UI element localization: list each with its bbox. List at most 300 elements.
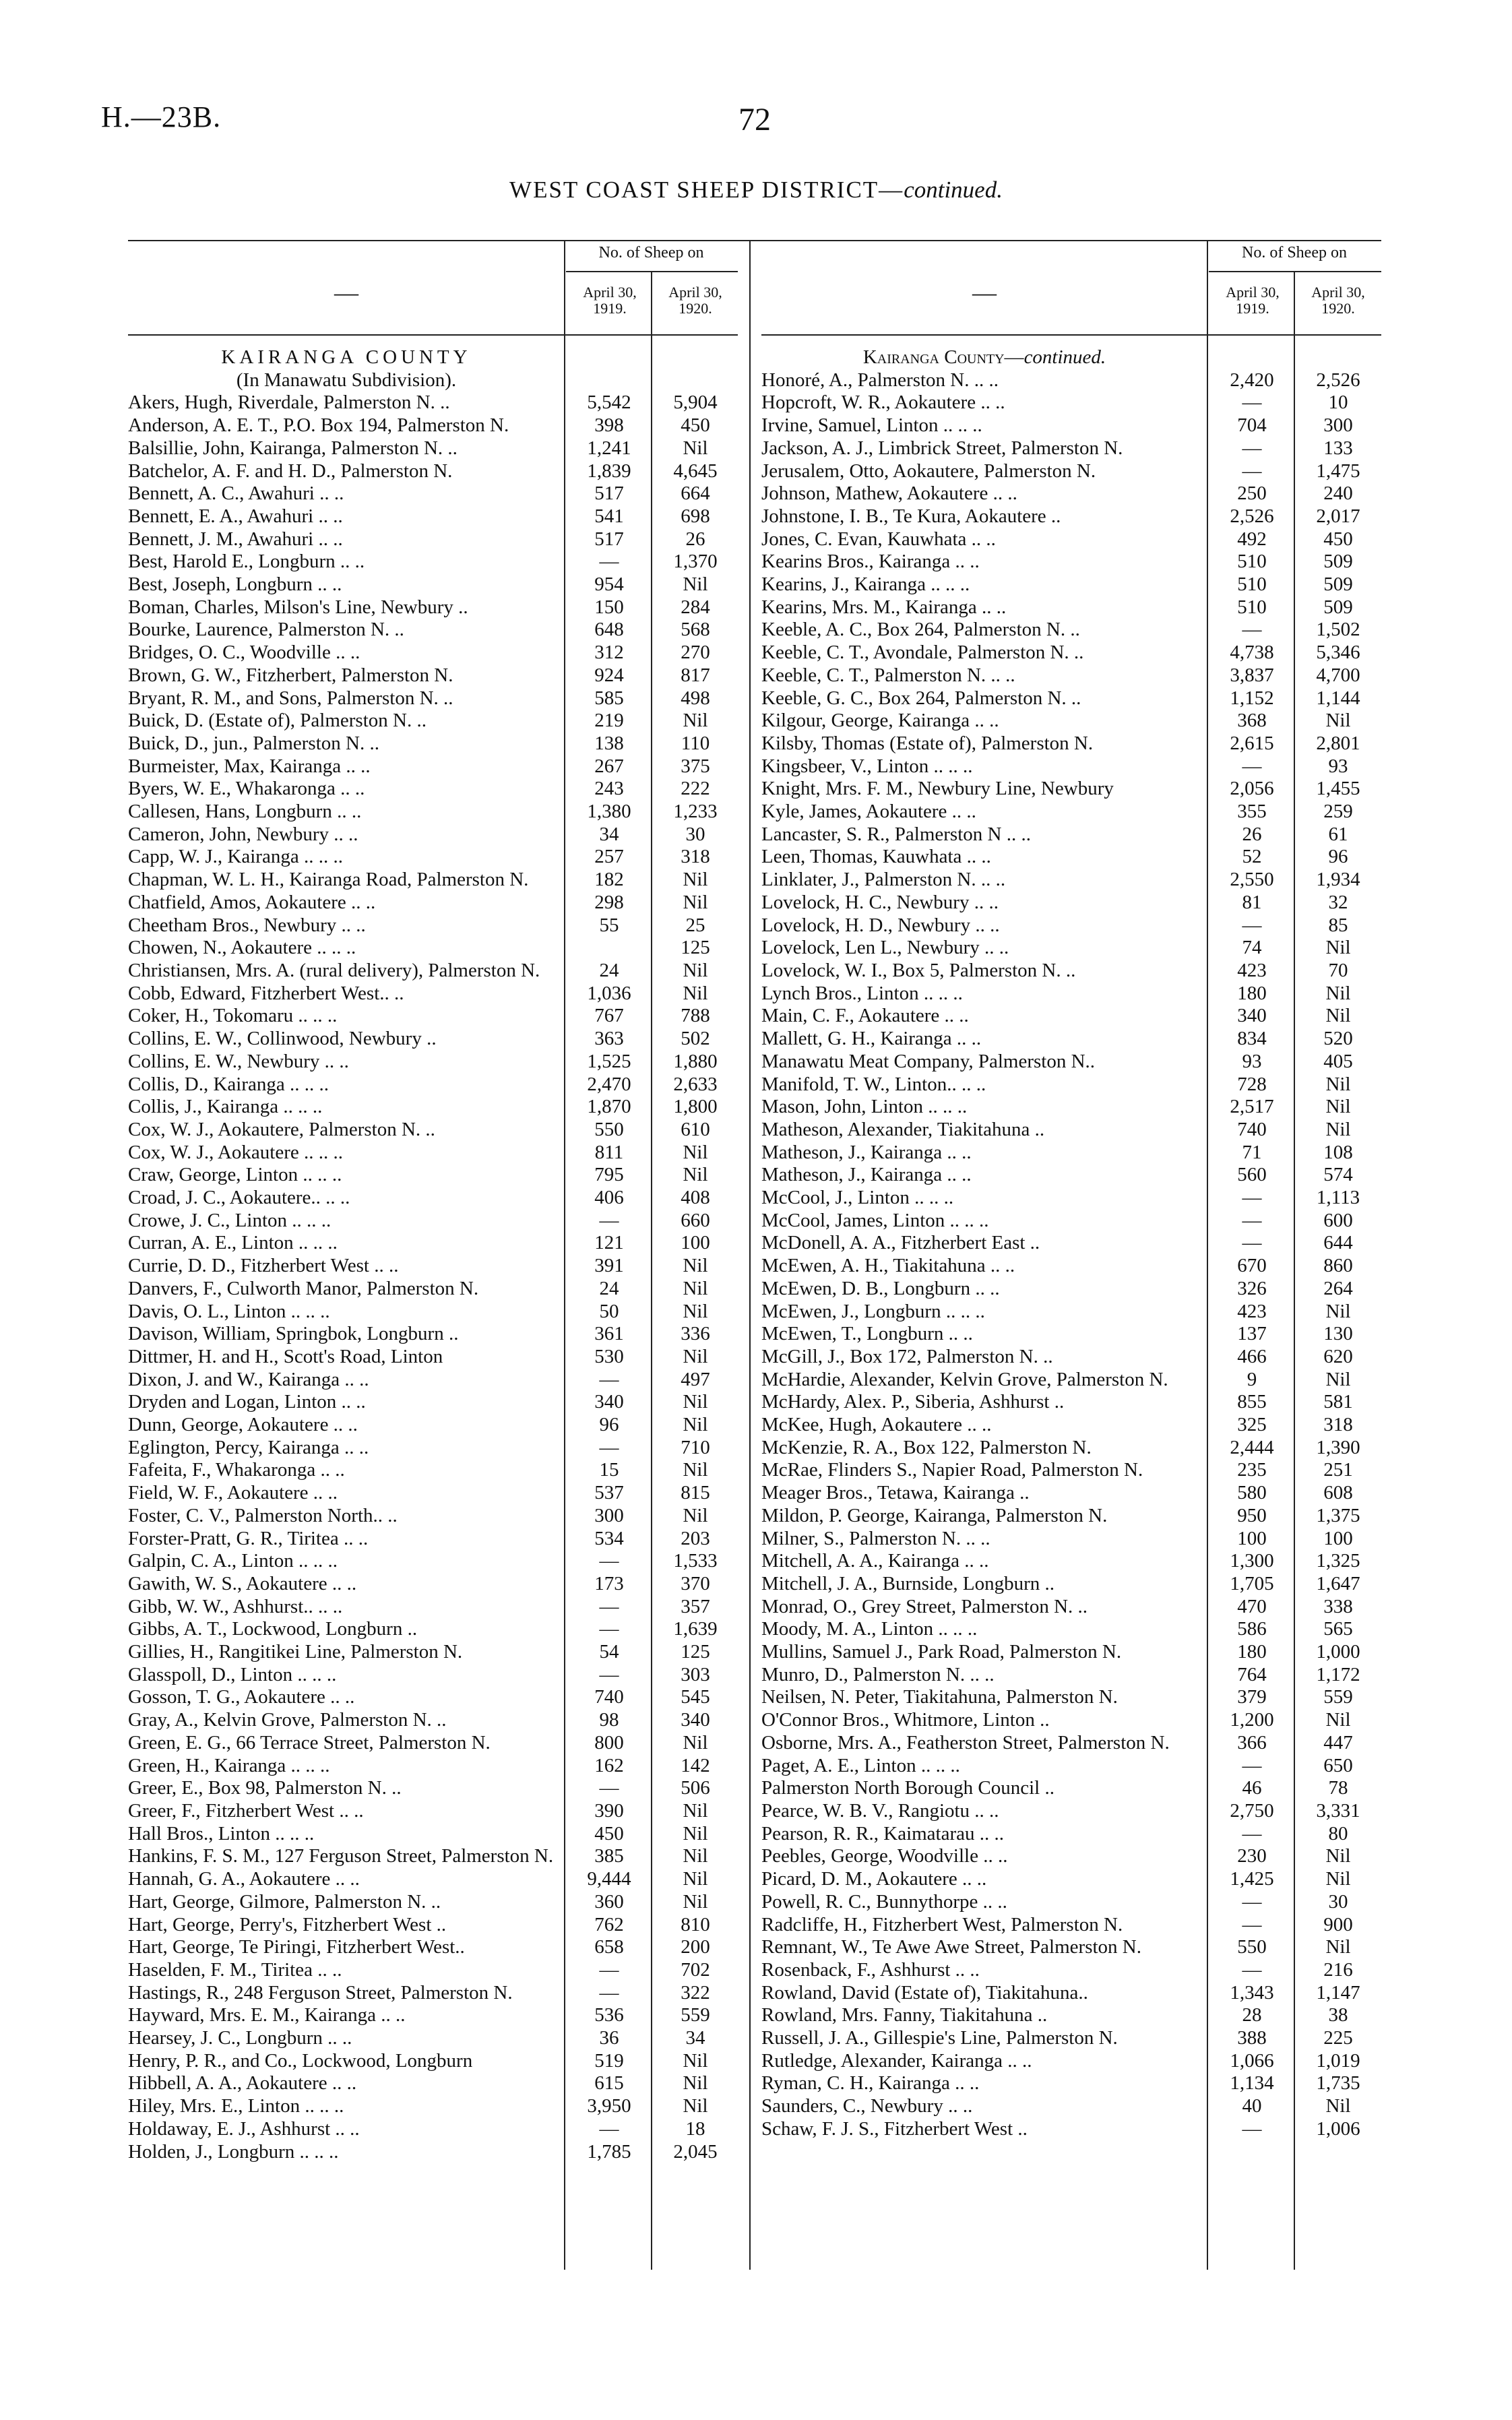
table-row	[128, 1437, 738, 1460]
sheep-count-1920: 303	[681, 1663, 710, 1685]
sheep-count-1920: 251	[1323, 1459, 1353, 1481]
sheep-count-1920: 664	[681, 483, 710, 505]
sheep-count-1920: 581	[1323, 1391, 1353, 1413]
owner-name: Greer, E., Box 98, Palmerston N. ..	[128, 1777, 402, 1799]
sheep-count-1920: 608	[1323, 1482, 1353, 1504]
table-row	[761, 1414, 1381, 1437]
sheep-count-1919: 740	[594, 1686, 624, 1708]
sheep-count-1919: 510	[1237, 551, 1267, 573]
sheep-count-1919: 340	[594, 1391, 624, 1413]
sheep-count-1920: Nil	[683, 1731, 708, 1754]
sheep-count-1920: 1,147	[1316, 1981, 1360, 2004]
sheep-count-1919: 219	[594, 710, 624, 732]
sheep-count-1919: 24	[599, 1277, 619, 1299]
sheep-count-1919: 615	[594, 2072, 624, 2095]
owner-name: Eglington, Percy, Kairanga .. ..	[128, 1436, 369, 1458]
sheep-count-1919: 138	[594, 732, 624, 754]
sheep-count-1919: 1,705	[1230, 1572, 1274, 1594]
sheep-count-1920: 509	[1323, 551, 1353, 573]
county-heading-main: Kairanga County—	[862, 346, 1024, 368]
table-row	[761, 2072, 1381, 2095]
table-row	[128, 664, 738, 687]
sheep-count-1919: 388	[1237, 2027, 1267, 2049]
sheep-count-1920: Nil	[683, 891, 708, 913]
sheep-count-1919: —	[599, 1550, 619, 1572]
sheep-count-1920: Nil	[683, 1255, 708, 1277]
sheep-count-1919: 9	[1247, 1368, 1257, 1390]
table-row	[761, 528, 1381, 551]
owner-name: Knight, Mrs. F. M., Newbury Line, Newbury	[761, 778, 1114, 800]
sheep-count-1920: Nil	[683, 1300, 708, 1322]
sheep-count-1920: Nil	[1325, 1300, 1351, 1322]
table-row	[761, 2095, 1381, 2118]
sheep-count-1920: 375	[681, 755, 710, 777]
owner-name: Chowen, N., Aokautere .. .. ..	[128, 937, 356, 959]
sheep-count-1919: 398	[594, 414, 624, 437]
owner-name: Anderson, A. E. T., P.O. Box 194, Palmerston N.	[128, 414, 509, 437]
sheep-count-1919: 81	[1242, 891, 1262, 913]
table-row	[128, 1369, 738, 1392]
owner-name: Gray, A., Kelvin Grove, Palmerston N. ..	[128, 1709, 447, 1731]
table-row	[128, 2027, 738, 2050]
sheep-count-1920: Nil	[683, 1345, 708, 1367]
owner-name: Bridges, O. C., Woodville .. ..	[128, 642, 360, 664]
owner-name: Gibb, W. W., Ashhurst.. .. ..	[128, 1595, 343, 1617]
owner-name: Kilgour, George, Kairanga .. ..	[761, 710, 999, 732]
table-row	[128, 1391, 738, 1414]
sheep-count-1920: 2,526	[1316, 369, 1360, 391]
sheep-count-1919: 55	[599, 914, 619, 936]
owner-name: Rosenback, F., Ashhurst .. ..	[761, 1958, 980, 1981]
year-1919-year: 1919.	[1236, 300, 1269, 317]
table-row	[128, 2141, 738, 2164]
sheep-count-1919: 98	[599, 1709, 619, 1731]
sheep-count-1919: 360	[594, 1890, 624, 1913]
sheep-count-1919: 855	[1237, 1391, 1267, 1413]
sheep-count-1920: Nil	[683, 710, 708, 732]
table-row	[128, 983, 738, 1005]
sheep-count-1919: 510	[1237, 573, 1267, 596]
sheep-count-1919: 366	[1237, 1731, 1267, 1754]
sheep-count-1920: 270	[681, 642, 710, 664]
sheep-count-1919: 26	[1242, 823, 1262, 845]
sheep-count-1919: 93	[1242, 1050, 1262, 1072]
table-row	[761, 778, 1381, 801]
sheep-count-1919: 1,200	[1230, 1709, 1274, 1731]
owner-name: Boman, Charles, Milson's Line, Newbury ..	[128, 596, 468, 618]
sheep-count-1920: Nil	[683, 2072, 708, 2095]
table-row	[128, 1732, 738, 1755]
sheep-count-1920: 34	[685, 2027, 705, 2049]
sheep-count-1919: —	[599, 2117, 619, 2140]
table-row	[128, 1823, 738, 1846]
sheep-count-1919: 1,380	[587, 801, 631, 823]
sheep-count-1920: 370	[681, 1572, 710, 1594]
sheep-count-1919: 536	[594, 2004, 624, 2026]
table-row	[761, 1982, 1381, 2005]
owner-name: Batchelor, A. F. and H. D., Palmerston N.	[128, 460, 453, 482]
owner-name: Rowland, Mrs. Fanny, Tiakitahuna ..	[761, 2004, 1048, 2026]
owner-name: Davison, William, Springbok, Longburn ..	[128, 1323, 459, 1345]
sheep-count-1920: 18	[685, 2117, 705, 2140]
sheep-count-1920: 2,017	[1316, 505, 1360, 527]
owner-name: Hastings, R., 248 Ferguson Street, Palmerston N.	[128, 1981, 513, 2004]
owner-name: Cameron, John, Newbury .. ..	[128, 823, 358, 845]
owner-name: Dunn, George, Aokautere .. ..	[128, 1414, 358, 1436]
sheep-count-1919: 298	[594, 891, 624, 913]
sheep-count-1919: 1,241	[587, 437, 631, 459]
table-row	[761, 755, 1381, 778]
owner-name: Collis, D., Kairanga .. .. ..	[128, 1073, 329, 1095]
sheep-count-1919: —	[1242, 1187, 1262, 1209]
table-row	[128, 1232, 738, 1255]
table-row	[128, 619, 738, 642]
owner-name: Collins, E. W., Newbury .. ..	[128, 1050, 349, 1072]
table-row	[128, 1868, 738, 1891]
table-row	[761, 1187, 1381, 1210]
sheep-count-1919: 368	[1237, 710, 1267, 732]
sheep-count-1920: 815	[681, 1482, 710, 1504]
owner-name: Dixon, J. and W., Kairanga .. ..	[128, 1368, 369, 1390]
owner-name: Lovelock, Len L., Newbury .. ..	[761, 937, 1009, 959]
sheep-count-1919: 243	[594, 778, 624, 800]
owner-name: Mason, John, Linton .. .. ..	[761, 1096, 968, 1118]
owner-name: McCool, James, Linton .. .. ..	[761, 1209, 989, 1231]
sheep-count-1920: 1,370	[673, 551, 718, 573]
table-row	[761, 642, 1381, 664]
owner-name: Kyle, James, Aokautere .. ..	[761, 801, 976, 823]
right-rows	[761, 369, 1381, 2141]
sheep-count-1919: 550	[594, 1118, 624, 1140]
right-table-header	[761, 241, 1381, 334]
sheep-count-1920: Nil	[683, 2049, 708, 2072]
owner-name: McHardy, Alex. P., Siberia, Ashhurst ..	[761, 1391, 1065, 1413]
table-row	[128, 2004, 738, 2027]
owner-name: Bennett, A. C., Awahuri .. ..	[128, 483, 344, 505]
owner-name: Byers, W. E., Whakaronga .. ..	[128, 778, 365, 800]
sheep-count-1919: —	[599, 551, 619, 573]
table-row	[128, 914, 738, 937]
year-1919-header	[567, 284, 652, 317]
sheep-count-1920: 1,735	[1316, 2072, 1360, 2095]
owner-name: Rutledge, Alexander, Kairanga .. ..	[761, 2049, 1032, 2072]
owner-name: Peebles, George, Woodville .. ..	[761, 1845, 1008, 1867]
owner-name: Keeble, G. C., Box 264, Palmerston N. ..	[761, 687, 1081, 709]
sheep-count-1920: 1,144	[1316, 687, 1360, 709]
sheep-count-1919: 9,444	[587, 1868, 631, 1890]
table-row	[761, 937, 1381, 960]
sheep-count-1920: 502	[681, 1028, 710, 1050]
sheep-count-1919: 585	[594, 687, 624, 709]
sheep-count-1919: 137	[1237, 1323, 1267, 1345]
table-row	[761, 2027, 1381, 2050]
owner-name: Chapman, W. L. H., Kairanga Road, Palmerston N.	[128, 869, 529, 891]
table-row	[761, 687, 1381, 710]
sheep-count-group-header: No. of Sheep on	[598, 244, 704, 261]
table-row	[761, 1686, 1381, 1709]
owner-name: Monrad, O., Grey Street, Palmerston N. ..	[761, 1595, 1088, 1617]
sheep-count-1920: 85	[1328, 914, 1348, 936]
table-row	[761, 1164, 1381, 1187]
owner-name: Capp, W. J., Kairanga .. .. ..	[128, 846, 343, 868]
sheep-count-1919: —	[1242, 1890, 1262, 1913]
document-reference: H.—23B.	[101, 100, 222, 133]
year-1920-date: April 30,	[1311, 284, 1365, 301]
year-1919-date: April 30,	[583, 284, 637, 301]
sheep-count-1919: —	[1242, 755, 1262, 777]
table-row	[128, 2095, 738, 2118]
owner-name: Craw, George, Linton .. .. ..	[128, 1164, 342, 1186]
table-row	[128, 1686, 738, 1709]
sheep-count-1920: 100	[1323, 1527, 1353, 1549]
sheep-count-1919: 423	[1237, 1300, 1267, 1322]
sheep-count-1919: 379	[1237, 1686, 1267, 1708]
sheep-count-1920: 1,233	[673, 801, 718, 823]
owner-name: Burmeister, Max, Kairanga .. ..	[128, 755, 371, 777]
sheep-count-1919: 355	[1237, 801, 1267, 823]
sheep-count-1919: 1,066	[1230, 2049, 1274, 2072]
sheep-count-1920: 5,904	[673, 392, 718, 414]
sheep-count-1919: —	[1242, 392, 1262, 414]
table-row	[761, 414, 1381, 437]
sheep-count-1920: 1,375	[1316, 1504, 1360, 1526]
sheep-count-1920: 1,390	[1316, 1436, 1360, 1458]
sheep-count-1919: 24	[599, 959, 619, 981]
table-row	[128, 1028, 738, 1051]
table-row	[128, 1664, 738, 1687]
sheep-count-1920: 506	[681, 1777, 710, 1799]
owner-name: Pearce, W. B. V., Rangiotu .. ..	[761, 1800, 999, 1822]
sheep-count-1920: Nil	[1325, 1073, 1351, 1095]
table-row	[128, 483, 738, 505]
owner-name: Jackson, A. J., Limbrick Street, Palmerston N.	[761, 437, 1123, 459]
sheep-count-1920: 80	[1328, 1822, 1348, 1844]
sheep-count-1919: 162	[594, 1754, 624, 1776]
owner-name: Palmerston North Borough Council ..	[761, 1777, 1054, 1799]
table-row	[761, 1755, 1381, 1778]
table-row	[761, 1142, 1381, 1165]
owner-name: Moody, M. A., Linton .. .. ..	[761, 1618, 978, 1640]
owner-name: Mitchell, J. A., Burnside, Longburn ..	[761, 1572, 1054, 1594]
table-row	[128, 1459, 738, 1482]
owner-name: Collins, E. W., Collinwood, Newbury ..	[128, 1028, 437, 1050]
sheep-count-1920: 318	[681, 846, 710, 868]
table-row	[128, 437, 738, 460]
sheep-count-1919: 1,343	[1230, 1981, 1274, 2004]
sheep-count-1920: 259	[1323, 801, 1353, 823]
table-row	[128, 642, 738, 664]
sheep-count-1920: 450	[1323, 528, 1353, 550]
sheep-count-1920: 600	[1323, 1209, 1353, 1231]
sheep-count-1920: 620	[1323, 1345, 1353, 1367]
owner-name: Matheson, J., Kairanga .. ..	[761, 1164, 972, 1186]
table-row	[128, 2072, 738, 2095]
sheep-count-1919: 2,444	[1230, 1436, 1274, 1458]
owner-name: Croad, J. C., Aokautere.. .. ..	[128, 1187, 350, 1209]
sheep-count-1919: 2,517	[1230, 1096, 1274, 1118]
sheep-count-1919: 1,152	[1230, 687, 1274, 709]
center-divider	[749, 240, 751, 2270]
table-row	[761, 1505, 1381, 1528]
sheep-count-1919: —	[599, 1958, 619, 1981]
table-row	[128, 1414, 738, 1437]
sheep-count-1920: Nil	[683, 1800, 708, 1822]
owner-name: Lynch Bros., Linton .. .. ..	[761, 982, 963, 1004]
sheep-count-1920: Nil	[683, 1277, 708, 1299]
owner-name: Best, Harold E., Longburn .. ..	[128, 551, 365, 573]
sheep-count-1920: 565	[1323, 1618, 1353, 1640]
sheep-count-1919: 550	[1237, 1936, 1267, 1958]
sheep-count-1920: 125	[681, 937, 710, 959]
owner-name: Hall Bros., Linton .. .. ..	[128, 1822, 315, 1844]
owner-name: Curran, A. E., Linton .. .. ..	[128, 1232, 338, 1254]
owner-name: Meager Bros., Tetawa, Kairanga ..	[761, 1482, 1030, 1504]
sheep-count-1920: 108	[1323, 1141, 1353, 1163]
owner-name: McEwen, D. B., Longburn .. ..	[761, 1277, 1000, 1299]
sheep-count-1920: Nil	[1325, 710, 1351, 732]
owner-name: Crowe, J. C., Linton .. .. ..	[128, 1209, 332, 1231]
sheep-count-1920: Nil	[683, 1868, 708, 1890]
table-row	[761, 1891, 1381, 1914]
table-row	[128, 505, 738, 528]
sheep-count-1919: 834	[1237, 1028, 1267, 1050]
sheep-count-1919: 534	[594, 1527, 624, 1549]
sheep-count-1920: 650	[1323, 1754, 1353, 1776]
owner-name: Kearins, Mrs. M., Kairanga .. ..	[761, 596, 1007, 618]
sheep-count-1919: 340	[1237, 1005, 1267, 1027]
year-1919-year: 1919.	[593, 300, 627, 317]
sheep-count-1919: 390	[594, 1800, 624, 1822]
table-row	[128, 1936, 738, 1959]
sheep-count-1920: 284	[681, 596, 710, 618]
sheep-count-1920: 2,045	[673, 2140, 718, 2163]
sheep-count-1919: 34	[599, 823, 619, 845]
sheep-count-1920: 70	[1328, 959, 1348, 981]
table-row	[761, 1823, 1381, 1846]
owner-name: Ryman, C. H., Kairanga .. ..	[761, 2072, 980, 2095]
sheep-count-1919: 492	[1237, 528, 1267, 550]
table-row	[128, 2050, 738, 2073]
owner-name: Davis, O. L., Linton .. .. ..	[128, 1300, 330, 1322]
table-row	[128, 778, 738, 801]
owner-name: Manawatu Meat Company, Palmerston N..	[761, 1050, 1096, 1072]
table-row	[128, 1550, 738, 1573]
sheep-count-1919: 704	[1237, 414, 1267, 437]
owner-name: Powell, R. C., Bunnythorpe .. ..	[761, 1890, 1007, 1913]
sheep-count-1919: 517	[594, 528, 624, 550]
year-1919-date: April 30,	[1226, 284, 1280, 301]
table-row	[761, 1550, 1381, 1573]
owner-name: Gosson, T. G., Aokautere .. ..	[128, 1686, 355, 1708]
sheep-count-1919: 423	[1237, 959, 1267, 981]
sheep-count-1920: 1,006	[1316, 2117, 1360, 2140]
table-row	[761, 505, 1381, 528]
sheep-count-1919: 950	[1237, 1504, 1267, 1526]
sheep-count-1919: 5,542	[587, 392, 631, 414]
table-row	[761, 1732, 1381, 1755]
sheep-count-1920: 710	[681, 1436, 710, 1458]
owner-name: Gawith, W. S., Aokautere .. ..	[128, 1572, 357, 1594]
sheep-count-1920: 1,639	[673, 1618, 718, 1640]
owner-name: McKenzie, R. A., Box 122, Palmerston N.	[761, 1436, 1092, 1458]
sheep-count-1919: 1,300	[1230, 1550, 1274, 1572]
table-row	[761, 2050, 1381, 2073]
left-column	[128, 241, 738, 2270]
sheep-count-1920: Nil	[1325, 2095, 1351, 2117]
owner-name: Johnstone, I. B., Te Kura, Aokautere ..	[761, 505, 1061, 527]
sheep-count-1919: 121	[594, 1232, 624, 1254]
table-row	[761, 1664, 1381, 1687]
table-row	[128, 960, 738, 983]
owner-name: Buick, D. (Estate of), Palmerston N. ..	[128, 710, 427, 732]
sheep-count-1920: 447	[1323, 1731, 1353, 1754]
sheep-count-1920: Nil	[1325, 1096, 1351, 1118]
sheep-count-1920: 1,934	[1316, 869, 1360, 891]
sheep-count-1919: 954	[594, 573, 624, 596]
owner-name: Mitchell, A. A., Kairanga .. ..	[761, 1550, 989, 1572]
table-row	[761, 619, 1381, 642]
sheep-count-1919: 250	[1237, 483, 1267, 505]
sheep-count-1919: —	[1242, 619, 1262, 641]
table-row	[761, 1346, 1381, 1369]
sheep-count-1919: —	[1242, 2117, 1262, 2140]
table-row	[128, 2118, 738, 2141]
sheep-count-1920: 30	[1328, 1890, 1348, 1913]
sheep-count-1919: 517	[594, 483, 624, 505]
sheep-count-1919: 150	[594, 596, 624, 618]
sheep-count-1920: 338	[1323, 1595, 1353, 1617]
owner-name: Rowland, David (Estate of), Tiakitahuna..	[761, 1981, 1088, 2004]
table-row	[761, 1096, 1381, 1119]
sheep-count-1920: 1,455	[1316, 778, 1360, 800]
sheep-count-1920: Nil	[1325, 1845, 1351, 1867]
owner-name: McKee, Hugh, Aokautere .. ..	[761, 1414, 992, 1436]
table-row	[761, 1074, 1381, 1096]
owner-name: Keeble, A. C., Box 264, Palmerston N. ..	[761, 619, 1080, 641]
sheep-count-1919: 762	[594, 1913, 624, 1935]
sheep-count-1919: 235	[1237, 1459, 1267, 1481]
sheep-count-1919: 2,750	[1230, 1800, 1274, 1822]
sheep-count-1920: 497	[681, 1368, 710, 1390]
table-row	[128, 1301, 738, 1324]
sheep-count-1920: 408	[681, 1187, 710, 1209]
sheep-count-1919: —	[1242, 1209, 1262, 1231]
county-heading-continued	[761, 346, 1207, 369]
sheep-count-1920: 142	[681, 1754, 710, 1776]
table-row	[761, 1051, 1381, 1074]
sheep-count-1920: 340	[681, 1709, 710, 1731]
sheep-count-1920: 200	[681, 1936, 710, 1958]
owner-name: Bennett, J. M., Awahuri .. ..	[128, 528, 343, 550]
sheep-count-1920: Nil	[683, 1391, 708, 1413]
owner-name: Akers, Hugh, Riverdale, Palmerston N. ..	[128, 392, 450, 414]
table-row	[128, 892, 738, 914]
sheep-count-1919: 50	[599, 1300, 619, 1322]
sheep-count-1919: 325	[1237, 1414, 1267, 1436]
sheep-count-1919	[565, 937, 651, 960]
owner-name: Neilsen, N. Peter, Tiakitahuna, Palmerston N.	[761, 1686, 1118, 1708]
table-row	[761, 1005, 1381, 1028]
page-title	[0, 177, 1512, 204]
table-row	[761, 1255, 1381, 1278]
sheep-count-1919: 670	[1237, 1255, 1267, 1277]
sheep-count-1919: 648	[594, 619, 624, 641]
owner-name: Greer, F., Fitzherbert West .. ..	[128, 1800, 364, 1822]
sheep-count-1920: 203	[681, 1527, 710, 1549]
sheep-count-1920: Nil	[1325, 1118, 1351, 1140]
year-1920-year: 1920.	[679, 300, 712, 317]
table-row	[128, 1210, 738, 1233]
